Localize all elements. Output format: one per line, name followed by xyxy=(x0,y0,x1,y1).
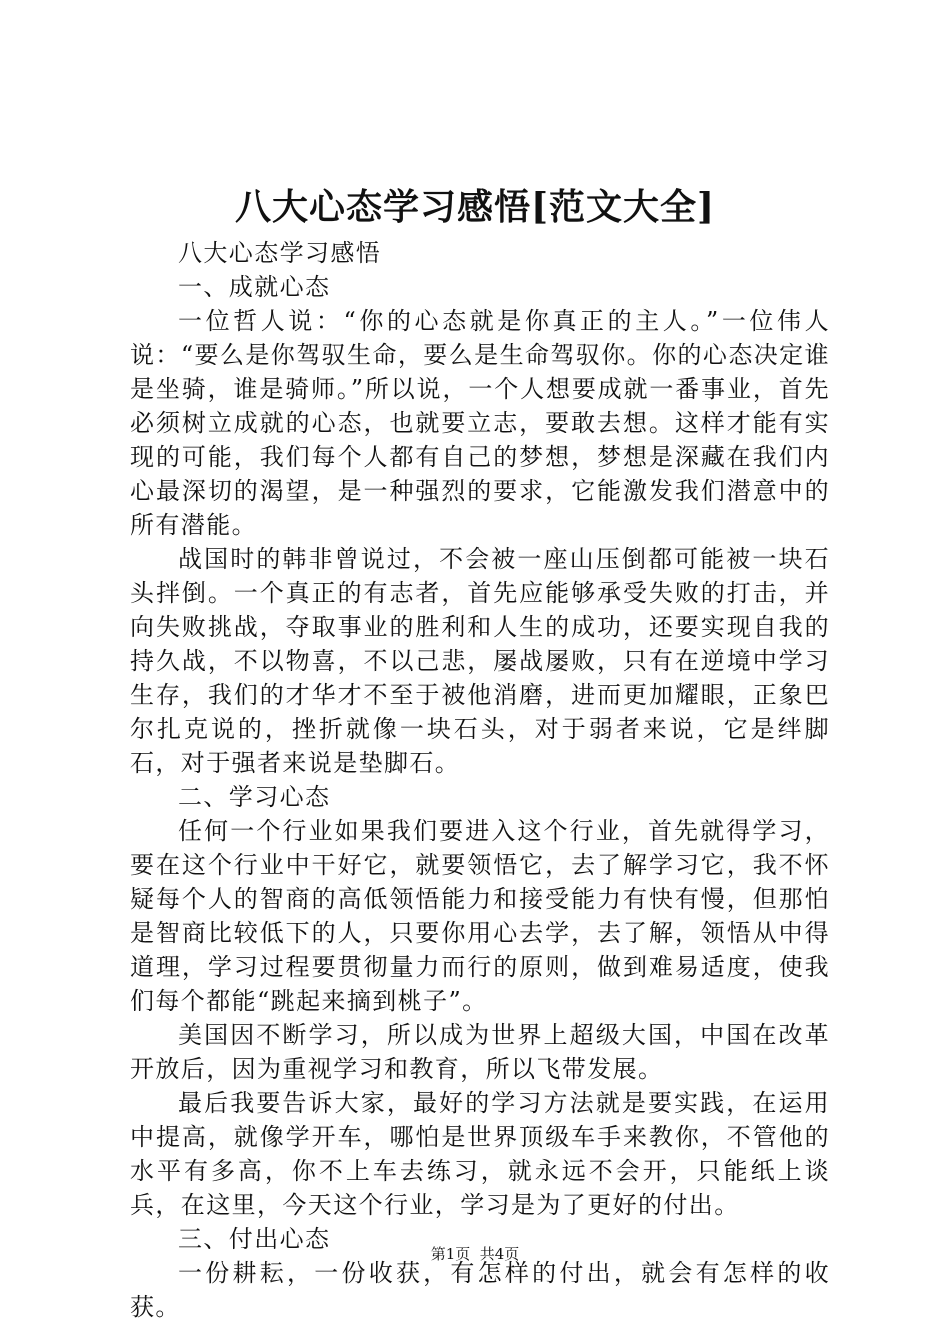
subtitle-line: 八大心态学习感悟 xyxy=(178,239,382,267)
page-footer xyxy=(0,1244,950,1264)
body-paragraph: 美国因不断学习，所以成为世界上超级大国，中国在改革开放后，因为重视学习和教育，所以飞带发展。 xyxy=(130,1021,830,1083)
body-paragraph: 一位哲人说：“你的心态就是你真正的主人。”一位伟人说：“要么是你驾驭生命，要么是生命驾驭你。你的心态决定谁是坐骑，谁是骑师。”所以说，一个人想要成就一番事业，首先必须树立成就的心态，也就要立志，要敢去想。这样才能有实现的可能，我们每个人都有自己的梦想，梦想是深藏在我们内心最深切的渴望，是一种强烈的要求，它能激发我们潜意中的所有潜能。 xyxy=(130,307,830,539)
section-heading: 二、学习心态 xyxy=(178,783,331,811)
section-heading: 一、成就心态 xyxy=(178,273,331,301)
document-title: 八大心态学习感悟[范文大全] xyxy=(234,186,716,228)
body-paragraph: 一份耕耘，一份收获，有怎样的付出，就会有怎样的收获。 xyxy=(130,1259,830,1321)
body-paragraph: 战国时的韩非曾说过，不会被一座山压倒都可能被一块石头拌倒。一个真正的有志者，首先应能够承受失败的打击，并向失败挑战，夺取事业的胜利和人生的成功，还要实现自我的持久战，不以物喜，不以己悲，屡战屡败，只有在逆境中学习生存，我们的才华才不至于被他消磨，进而更加耀眼，正象巴尔扎克说的，挫折就像一块石头，对于弱者来说，它是绊脚石，对于强者来说是垫脚石。 xyxy=(130,545,830,777)
page-number: 第1页 共4页 xyxy=(430,1245,520,1263)
document-body xyxy=(130,236,830,1324)
body-paragraph: 最后我要告诉大家，最好的学习方法就是要实践，在运用中提高，就像学开车，哪怕是世界顶级车手来教你，不管他的水平有多高，你不上车去练习，就永远不会开，只能纸上谈兵，在这里，今天这个行业，学习是为了更好的付出。 xyxy=(130,1089,830,1219)
section-heading: 三、付出心态 xyxy=(178,1225,331,1253)
body-paragraph: 任何一个行业如果我们要进入这个行业，首先就得学习，要在这个行业中干好它，就要领悟它，去了解学习它，我不怀疑每个人的智商的高低领悟能力和接受能力有快有慢，但那怕是智商比较低下的人，只要你用心去学，去了解，领悟从中得道理，学习过程要贯彻量力而行的原则，做到难易适度，使我们每个都能“跳起来摘到桃子”。 xyxy=(130,817,830,1015)
